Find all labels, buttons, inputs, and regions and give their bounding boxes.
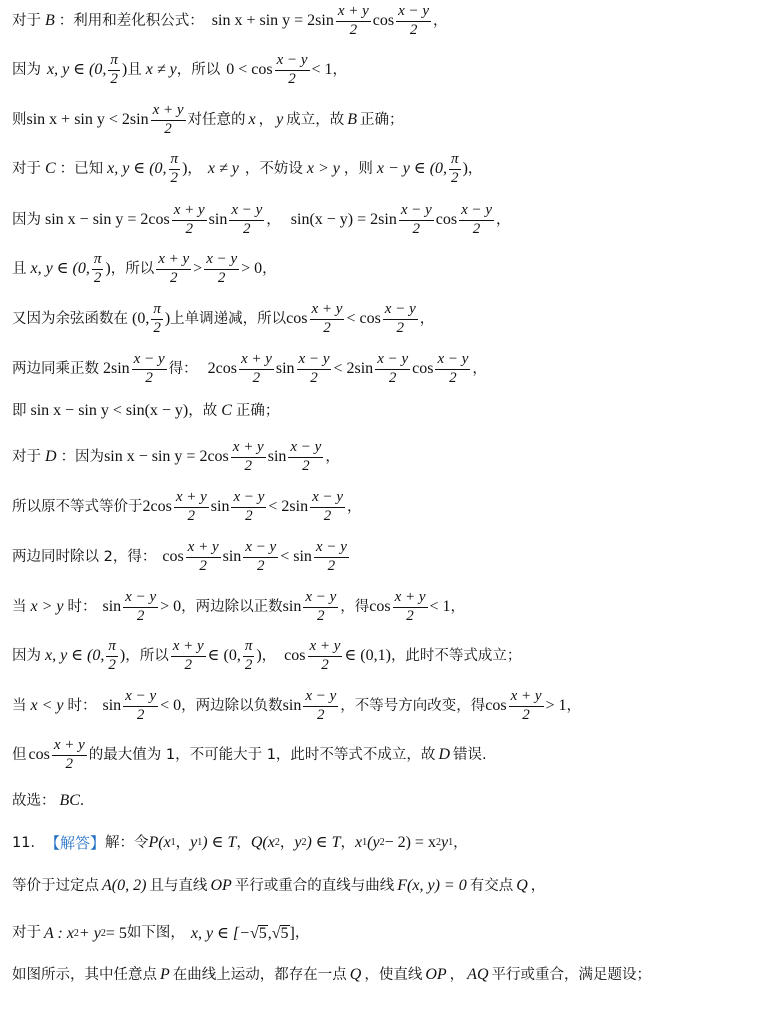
math: 2 — [274, 837, 280, 848]
math: cos — [28, 746, 50, 764]
text: 且与直线 — [149, 877, 208, 894]
text: 因为 — [12, 62, 41, 78]
math: sin x − sin y < sin(x − y) — [30, 402, 189, 419]
fraction: x − y 2 — [398, 3, 430, 38]
math: F(x, y) = 0 — [397, 877, 467, 894]
math: ] — [289, 924, 295, 942]
math: 1 — [448, 837, 454, 848]
math: 5 — [280, 925, 289, 942]
text: 又因为余弦函数在 — [12, 311, 128, 327]
math: D — [45, 448, 57, 466]
text: ，得 — [340, 599, 370, 615]
text: 正确； — [360, 112, 404, 128]
math: sin x + sin y = 2sin — [211, 12, 334, 30]
line-3 — [12, 103, 404, 138]
text: 且 — [127, 62, 142, 78]
fraction: π 2 — [451, 151, 459, 186]
text: 但 — [12, 747, 27, 763]
math: C — [45, 160, 56, 178]
math: x > y — [306, 160, 340, 178]
text: 正确； — [235, 402, 280, 419]
fraction: π 2 — [110, 52, 118, 87]
fraction: x + y 2 — [240, 351, 272, 386]
fraction: x − y 2 — [384, 301, 416, 336]
line-7 — [12, 302, 434, 337]
fraction: x − y 2 — [400, 202, 432, 237]
math: x, y ∈ (0, — [107, 160, 167, 178]
fraction: x + y 2 — [53, 737, 85, 772]
fraction: π 2 — [93, 251, 102, 286]
text: 如下图， — [126, 925, 185, 942]
text: 则 — [12, 112, 27, 128]
math: + y — [78, 924, 101, 942]
question-number: 11． — [12, 834, 45, 851]
math: P — [160, 966, 170, 983]
text: ：因为 — [60, 449, 105, 465]
fraction: x − y 2 — [276, 52, 308, 87]
line-19 — [12, 878, 545, 894]
fraction: x − y 2 — [298, 351, 330, 386]
answer-tag: 【解答】 — [44, 833, 105, 852]
fraction: x − y 2 — [312, 489, 344, 524]
math: Q(x — [250, 834, 275, 851]
text: ，此时不等式成立； — [390, 648, 522, 664]
math: D — [438, 746, 450, 764]
text: 在曲线上运动，都存在一点 — [172, 966, 347, 983]
math: ) — [164, 310, 171, 328]
math: ) — [256, 647, 262, 665]
fraction: π 2 — [153, 301, 161, 336]
text: ，不妨设 — [244, 161, 303, 177]
text: ， — [453, 834, 468, 851]
math: (0, — [132, 310, 150, 328]
fraction: x + y 2 — [175, 489, 207, 524]
math: ) — [119, 647, 126, 665]
text: ， — [467, 161, 483, 177]
line-8 — [12, 352, 487, 387]
math: A : x — [44, 924, 74, 942]
text: ， — [266, 212, 281, 228]
math: AQ — [467, 966, 489, 983]
fraction: π 2 — [108, 638, 116, 673]
math: Q — [516, 877, 528, 894]
math: sin — [282, 598, 302, 616]
fraction: x + y 2 — [232, 439, 264, 474]
text: ， — [187, 161, 202, 177]
text: 因为 — [12, 212, 41, 228]
text: 得： — [168, 361, 198, 377]
text: 成立，故 — [286, 112, 345, 128]
math: P(x — [148, 834, 171, 851]
line-18 — [12, 835, 468, 851]
text: ，所以 — [176, 62, 221, 78]
math: ) — [121, 61, 128, 79]
math: sin — [222, 548, 242, 566]
text: ， — [332, 62, 348, 78]
math: > 1 — [545, 697, 567, 715]
fraction: x − y 2 — [125, 688, 157, 723]
text: 且 — [12, 261, 27, 277]
math: x, y ∈ (0, — [30, 260, 90, 278]
text: 故选： — [12, 792, 56, 809]
text: ，所以 — [125, 648, 169, 664]
math: ) — [105, 260, 111, 278]
fraction: x − y 2 — [290, 439, 322, 474]
fraction: x − y 2 — [245, 539, 277, 574]
text: ，故 — [188, 402, 218, 419]
math: sin x + sin y < 2sin — [26, 111, 149, 129]
text: ， — [472, 361, 487, 377]
math: , — [267, 924, 272, 942]
math: cos — [162, 548, 184, 566]
math: sin — [267, 448, 287, 466]
math: > — [193, 260, 203, 278]
math: cos — [372, 12, 395, 30]
math: sin — [275, 360, 295, 378]
math: sin — [208, 211, 228, 229]
math: < sin — [280, 548, 312, 566]
math: > 0 — [241, 260, 263, 278]
math: 5 — [258, 925, 267, 942]
text: ， — [294, 925, 310, 942]
math: (y — [367, 834, 380, 851]
line-11 — [12, 490, 362, 525]
fraction: x + y 2 — [187, 539, 219, 574]
line-17 — [12, 793, 84, 809]
math: 2cos — [142, 498, 172, 516]
math: 2 — [73, 927, 79, 939]
line-10 — [12, 440, 340, 475]
text: 平行或重合，满足题设； — [491, 966, 651, 983]
fraction: x + y 2 — [152, 102, 184, 137]
math: 1 — [362, 837, 368, 848]
fraction: x + y 2 — [172, 638, 204, 673]
math: 0 < cos — [226, 61, 273, 79]
text: ， — [433, 13, 448, 29]
math: ∈ (0,1) — [344, 647, 391, 665]
text: 解：令 — [104, 834, 149, 851]
math: sin x − sin y = 2cos — [45, 211, 170, 229]
math: y — [294, 834, 302, 851]
text: 上单调递减，所以 — [170, 311, 287, 327]
text: ，则 — [343, 161, 373, 177]
math: ) ∈ T — [306, 834, 341, 851]
line-9 — [12, 403, 279, 419]
math: x − y ∈ (0, — [376, 160, 448, 178]
line-16 — [12, 738, 487, 773]
text: 两边同时除以 2，得： — [12, 549, 157, 565]
math: 2 — [435, 837, 441, 848]
math: y — [276, 111, 284, 129]
math: = 5 — [105, 924, 127, 942]
fraction: x − y 2 — [305, 589, 337, 624]
line-6 — [12, 252, 277, 287]
text: 的最大值为 1，不可能大于 1，此时不等式不成立，故 — [88, 747, 436, 763]
math: B — [45, 12, 55, 30]
fraction: x − y 2 — [133, 351, 165, 386]
text: 对于 — [12, 449, 41, 465]
math: sin — [210, 498, 230, 516]
line-15 — [12, 689, 581, 724]
text: ， — [530, 877, 546, 894]
math: < 2sin — [268, 498, 309, 516]
math: cos — [284, 647, 306, 665]
math: BC — [59, 792, 80, 809]
math: sin — [102, 598, 122, 616]
fraction: x − y 2 — [206, 251, 238, 286]
text: ， — [340, 834, 356, 851]
math: < 0 — [160, 697, 182, 715]
math: < 2sin — [333, 360, 374, 378]
math: OP — [425, 966, 447, 983]
text: ，两边除以负数 — [181, 698, 283, 714]
text: ：已知 — [59, 161, 104, 177]
text: ：利用和差化积公式： — [58, 13, 204, 29]
math: < cos — [346, 310, 381, 328]
text: ，使直线 — [364, 966, 423, 983]
fraction: x + y 2 — [158, 251, 190, 286]
math: x ≠ y — [207, 160, 239, 178]
math: < 1 — [429, 598, 451, 616]
text: ， — [175, 834, 191, 851]
math: sin x − sin y = 2cos — [104, 448, 229, 466]
text: ，不等号方向改变，得 — [340, 698, 486, 714]
line-4 — [12, 152, 482, 187]
math: x, y ∈ (0, — [47, 61, 107, 79]
math: x, y ∈ [− — [190, 924, 250, 942]
text: ， — [236, 834, 251, 851]
line-2 — [12, 53, 347, 88]
line-14 — [12, 639, 521, 674]
text: ， — [419, 311, 435, 327]
math: A(0, 2) — [102, 877, 147, 894]
fraction: x − y 2 — [461, 202, 493, 237]
fraction: x − y 2 — [233, 489, 265, 524]
line-12 — [12, 540, 351, 575]
sqrt-icon: √ — [271, 924, 281, 942]
line-21 — [12, 967, 651, 983]
fraction: π 2 — [170, 151, 179, 186]
math: Q — [349, 966, 362, 983]
math: y — [440, 834, 449, 851]
math: ) — [182, 160, 188, 178]
text: ， — [449, 966, 465, 983]
fraction: x − y 2 — [231, 202, 263, 237]
text: 对于 — [12, 925, 41, 942]
math: ) ∈ T — [202, 834, 237, 851]
math: OP — [210, 877, 232, 894]
text: ， — [450, 599, 466, 615]
text: 对任意的 — [187, 112, 246, 128]
math: x < y — [30, 697, 64, 715]
math: − 2) = x — [384, 834, 436, 851]
text: 即 — [12, 402, 27, 419]
math: sin — [102, 697, 122, 715]
line-1 — [12, 4, 448, 39]
math: . — [79, 792, 84, 809]
text: ， — [261, 648, 277, 664]
math: cos — [412, 360, 434, 378]
text: 当 — [12, 698, 27, 714]
math: 1 — [197, 837, 203, 848]
line-13 — [12, 590, 465, 625]
math: 1 — [170, 837, 176, 848]
math: x, y ∈ (0, — [45, 647, 105, 665]
text: ， — [347, 499, 362, 515]
fraction: x − y 2 — [315, 539, 347, 574]
math: 2 — [100, 927, 106, 939]
fraction: π 2 — [244, 638, 253, 673]
math: 2sin — [103, 360, 130, 378]
math: B — [347, 111, 357, 129]
text: 对于 — [12, 13, 41, 29]
fraction: x − y 2 — [125, 589, 157, 624]
text: 如图所示，其中任意点 — [12, 966, 157, 983]
text: 时： — [67, 599, 97, 615]
math: cos — [435, 211, 458, 229]
fraction: x − y 2 — [377, 351, 409, 386]
fraction: x + y 2 — [337, 3, 369, 38]
text: ， — [325, 449, 340, 465]
math: C — [221, 402, 232, 419]
fraction: x − y 2 — [305, 688, 337, 723]
fraction: x + y 2 — [394, 589, 426, 624]
math: x > y — [30, 598, 64, 616]
text: ， — [566, 698, 582, 714]
math: 2 — [301, 837, 307, 848]
math: cos — [369, 598, 391, 616]
math: sin — [282, 697, 302, 715]
fraction: x + y 2 — [173, 202, 205, 237]
math: ) — [462, 160, 468, 178]
math: 2cos — [207, 360, 237, 378]
text: 因为 — [12, 648, 41, 664]
math: > 0 — [160, 598, 182, 616]
math: ∈ (0, — [207, 647, 241, 665]
text: 对于 — [12, 161, 41, 177]
math: x — [248, 111, 256, 129]
text: ，所以 — [110, 261, 155, 277]
line-20 — [12, 925, 309, 942]
fraction: x + y 2 — [311, 301, 343, 336]
text: 时： — [67, 698, 97, 714]
text: 错误. — [453, 747, 487, 763]
text: ，两边除以正数 — [181, 599, 283, 615]
text: 当 — [12, 599, 27, 615]
line-5 — [12, 203, 511, 238]
fraction: x + y 2 — [309, 638, 341, 673]
text: 平行或重合的直线与曲线 — [234, 877, 395, 894]
math: cos — [485, 697, 507, 715]
text: 等价于过定点 — [12, 877, 99, 894]
math: y — [190, 834, 198, 851]
math: < 1 — [311, 61, 333, 79]
math: x ≠ y — [145, 61, 177, 79]
fraction: x + y 2 — [510, 688, 542, 723]
text: 所以原不等式等价于 — [12, 499, 143, 515]
math: x — [355, 834, 363, 851]
text: 两边同乘正数 — [12, 361, 99, 377]
math: cos — [286, 310, 308, 328]
text: ， — [496, 212, 511, 228]
text: ， — [262, 261, 277, 277]
text: ， — [258, 112, 274, 128]
fraction: x − y 2 — [437, 351, 469, 386]
text: 有交点 — [469, 877, 514, 894]
sqrt-icon: √ — [249, 924, 259, 942]
text: ， — [279, 834, 295, 851]
math: 2 — [379, 837, 385, 848]
math: sin(x − y) = 2sin — [290, 211, 397, 229]
